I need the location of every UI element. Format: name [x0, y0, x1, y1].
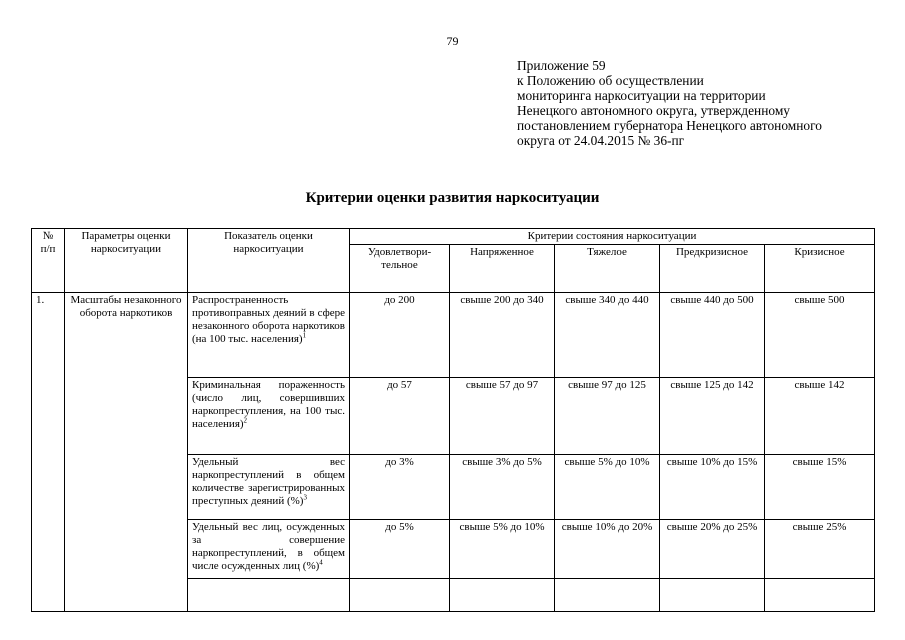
empty-cell	[350, 579, 450, 612]
indicator-text: Распространенность противоправных деяний в сфере незаконного оборота наркотиков (на 100 тыс. населения)	[192, 294, 345, 345]
criteria-table	[31, 228, 875, 612]
value-cell: до 5%	[350, 520, 450, 579]
value-cell: свыше 200 до 340	[450, 293, 555, 378]
header-indicator: Показатель оценки наркоситуации	[188, 229, 350, 293]
empty-cell	[450, 579, 555, 612]
value-cell: свыше 142	[765, 378, 875, 455]
indicator-text: Удельный вес наркопреступлений в общем количестве зарегистрированных преступных деяний (%)	[192, 456, 345, 507]
footnote-mark: 3	[303, 493, 307, 502]
footnote-mark: 2	[243, 416, 248, 425]
page-number: 79	[446, 34, 459, 48]
empty-cell	[188, 579, 350, 612]
footnote-mark: 1	[302, 331, 307, 340]
indicator-text: Криминальная пораженность (число лиц, совершивших наркопреступления, на 100 тыс. населения)	[192, 379, 345, 430]
value-cell: до 57	[350, 378, 450, 455]
footnote-mark: 4	[319, 558, 323, 567]
header-state-tense: Напряженное	[450, 245, 555, 293]
appendix-header	[517, 58, 822, 148]
section-number: 1.	[32, 293, 65, 612]
value-cell: свыше 25%	[765, 520, 875, 579]
indicator-cell	[188, 455, 350, 520]
appendix-line: постановлением губернатора Ненецкого автономного	[517, 118, 822, 133]
appendix-line: к Положению об осуществлении	[517, 73, 704, 88]
value-cell: свыше 15%	[765, 455, 875, 520]
value-cell: свыше 125 до 142	[660, 378, 765, 455]
value-cell: свыше 500	[765, 293, 875, 378]
value-cell: до 3%	[350, 455, 450, 520]
value-cell: до 200	[350, 293, 450, 378]
value-cell: свыше 10% до 20%	[555, 520, 660, 579]
value-cell: свыше 340 до 440	[555, 293, 660, 378]
table-row	[32, 293, 875, 378]
value-cell: свыше 5% до 10%	[555, 455, 660, 520]
appendix-line: округа от 24.04.2015 № 36-пг	[517, 133, 685, 148]
header-state-precrisis: Предкризисное	[660, 245, 765, 293]
header-num	[32, 229, 65, 293]
value-cell: свыше 440 до 500	[660, 293, 765, 378]
indicator-cell	[188, 378, 350, 455]
header-num-line2: п/п	[40, 243, 56, 255]
value-cell: свыше 57 до 97	[450, 378, 555, 455]
empty-cell	[660, 579, 765, 612]
indicator-cell	[188, 293, 350, 378]
value-cell: свыше 10% до 15%	[660, 455, 765, 520]
empty-cell	[765, 579, 875, 612]
header-criteria-group: Критерии состояния наркоситуации	[350, 229, 875, 245]
header-state-satisfactory: Удовлетвори-тельное	[350, 245, 450, 293]
section-param: Масштабы незаконного оборота наркотиков	[65, 293, 188, 612]
header-params: Параметры оценки наркоситуации	[65, 229, 188, 293]
appendix-line: Ненецкого автономного округа, утвержденному	[517, 103, 790, 118]
header-num-line1: №	[42, 230, 54, 242]
value-cell: свыше 20% до 25%	[660, 520, 765, 579]
appendix-line: мониторинга наркоситуации на территории	[517, 88, 766, 103]
value-cell: свыше 97 до 125	[555, 378, 660, 455]
header-state-severe: Тяжелое	[555, 245, 660, 293]
document-title: Критерии оценки развития наркоситуации	[305, 190, 600, 206]
value-cell: свыше 3% до 5%	[450, 455, 555, 520]
appendix-line: Приложение 59	[517, 58, 606, 73]
header-state-crisis: Кризисное	[765, 245, 875, 293]
indicator-text: Удельный вес лиц, осужденных за совершение наркопреступлений, в общем числе осужденных лиц (%)	[192, 521, 345, 572]
indicator-cell	[188, 520, 350, 579]
value-cell: свыше 5% до 10%	[450, 520, 555, 579]
empty-cell	[555, 579, 660, 612]
